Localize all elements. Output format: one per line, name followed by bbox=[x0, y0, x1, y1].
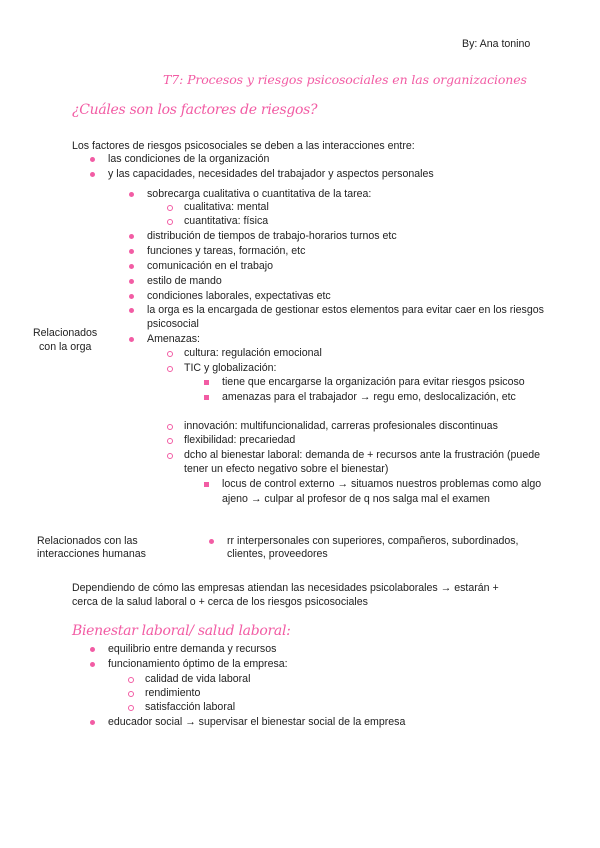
list-item: funcionamiento óptimo de la empresa: bbox=[108, 658, 288, 670]
list-item: locus de control externo → situamos nuestros problemas como algo bbox=[222, 478, 542, 490]
list-item-continuation: clientes, proveedores bbox=[227, 548, 328, 560]
list-item: amenazas para el trabajador → regu emo, deslocalización, etc bbox=[222, 391, 516, 403]
list-item: innovación: multifuncionalidad, carreras profesionales discontinuas bbox=[184, 420, 498, 432]
list-item: sobrecarga cualitativa o cuantitativa de la tarea: bbox=[147, 188, 372, 200]
list-item: rendimiento bbox=[145, 687, 201, 699]
list-item: cualitativa: mental bbox=[184, 201, 269, 213]
page-title: T7: Procesos y riesgos psicosociales en las organizaciones bbox=[163, 72, 527, 87]
author-label: By: Ana tonino bbox=[462, 38, 531, 50]
list-item: comunicación en el trabajo bbox=[147, 260, 274, 272]
list-item: TIC y globalización: bbox=[184, 362, 277, 374]
list-item: las condiciones de la organización bbox=[108, 153, 270, 165]
section-heading-factores: ¿Cuáles son los factores de riesgos? bbox=[72, 102, 318, 118]
side-label-orga: Relacionados bbox=[33, 327, 98, 339]
side-label-orga-2: con la orga bbox=[39, 341, 92, 353]
list-item: educador social → supervisar el bienestar social de la empresa bbox=[108, 716, 406, 728]
conclusion-text: Dependiendo de cómo las empresas atiendan las necesidades psicolaborales → estarán + bbox=[72, 582, 499, 594]
list-item: satisfacción laboral bbox=[145, 701, 236, 713]
list-item: equilibrio entre demanda y recursos bbox=[108, 643, 277, 655]
side-label-interacciones: Relacionados con las bbox=[37, 535, 138, 547]
list-item: flexibilidad: precariedad bbox=[184, 434, 296, 446]
list-item: condiciones laborales, expectativas etc bbox=[147, 290, 331, 302]
list-item-continuation: tener un efecto negativo sobre el bienestar) bbox=[184, 463, 389, 475]
conclusion-text-2: cerca de la salud laboral o + cerca de los riesgos psicosociales bbox=[72, 596, 368, 608]
list-item: tiene que encargarse la organización para evitar riesgos psicoso bbox=[222, 376, 525, 388]
list-item: dcho al bienestar laboral: demanda de + recursos ante la frustración (puede bbox=[184, 449, 540, 461]
intro-text: Los factores de riesgos psicosociales se deben a las interacciones entre: bbox=[72, 140, 415, 152]
list-item: cultura: regulación emocional bbox=[184, 347, 322, 359]
list-item: la orga es la encargada de gestionar estos elementos para evitar caer en los riesgos bbox=[147, 304, 544, 316]
list-item-continuation: ajeno → culpar al profesor de q nos salga mal el examen bbox=[222, 493, 490, 505]
section-heading-bienestar: Bienestar laboral/ salud laboral: bbox=[72, 623, 291, 639]
list-item: estilo de mando bbox=[147, 275, 222, 287]
list-item: funciones y tareas, formación, etc bbox=[147, 245, 306, 257]
list-item-continuation: psicosocial bbox=[147, 318, 199, 330]
list-item: distribución de tiempos de trabajo-horarios turnos etc bbox=[147, 230, 397, 242]
list-item: calidad de vida laboral bbox=[145, 673, 251, 685]
list-item: Amenazas: bbox=[147, 333, 200, 345]
list-item: cuantitativa: física bbox=[184, 215, 269, 227]
list-item: y las capacidades, necesidades del trabajador y aspectos personales bbox=[108, 168, 434, 180]
list-item: rr interpersonales con superiores, compañeros, subordinados, bbox=[227, 535, 519, 547]
side-label-interacciones-2: interacciones humanas bbox=[37, 548, 146, 560]
